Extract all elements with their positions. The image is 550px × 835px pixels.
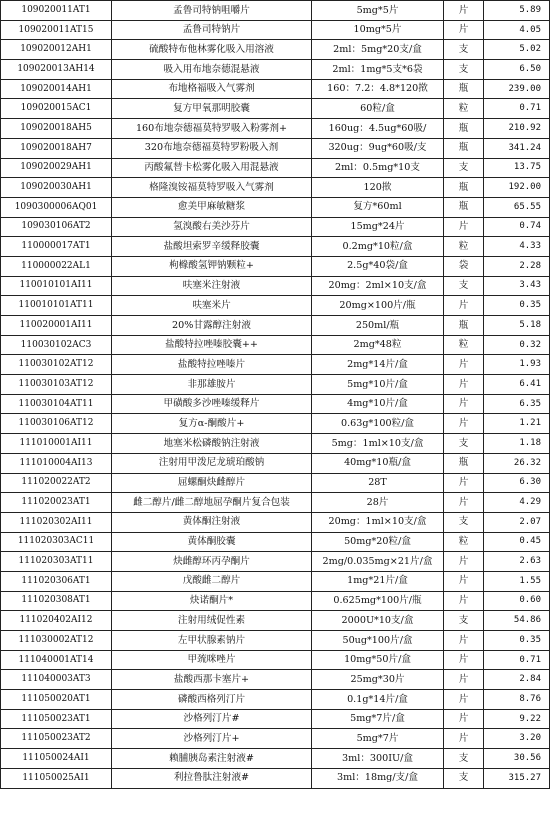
drug-name: 雌二醇片/雌二醇地屈孕酮片复合包装	[112, 493, 312, 513]
drug-spec: 2mg*48粒	[312, 335, 444, 355]
drug-unit: 片	[444, 690, 484, 710]
drug-name: 赖脯胰岛素注射液#	[112, 749, 312, 769]
drug-name: 呋塞米片	[112, 296, 312, 316]
table-row	[1, 178, 550, 198]
drug-name: 炔雌醇环丙孕酮片	[112, 552, 312, 572]
drug-spec: 1mg*21片/盒	[312, 571, 444, 591]
drug-name: 枸橼酸氢钾钠颗粒+	[112, 256, 312, 276]
drug-code: 111020303AC11	[1, 532, 112, 552]
drug-code: 111020306AT1	[1, 571, 112, 591]
drug-name: 甲磺酸多沙唑嗪缓释片	[112, 394, 312, 414]
drug-price: 6.41	[484, 375, 550, 395]
drug-code: 110020001AI11	[1, 316, 112, 336]
drug-price: 54.86	[484, 611, 550, 631]
drug-unit: 片	[444, 20, 484, 40]
drug-code: 111030002AT12	[1, 631, 112, 651]
drug-price: 13.75	[484, 158, 550, 178]
drug-unit: 片	[444, 670, 484, 690]
drug-spec: 2000U*10支/盒	[312, 611, 444, 631]
table-row	[1, 709, 550, 729]
drug-name: 复方甲氧那明胶囊	[112, 99, 312, 119]
drug-name: 甲巯咪唑片	[112, 650, 312, 670]
drug-code: 111040001AT14	[1, 650, 112, 670]
drug-price: 65.55	[484, 197, 550, 217]
drug-unit: 支	[444, 749, 484, 769]
drug-code: 109030106AT2	[1, 217, 112, 237]
drug-price: 2.84	[484, 670, 550, 690]
drug-code: 1090300006AQ01	[1, 197, 112, 217]
drug-code: 110000017AT1	[1, 237, 112, 257]
drug-price: 0.71	[484, 99, 550, 119]
drug-unit: 粒	[444, 532, 484, 552]
drug-name: 非那雄胺片	[112, 375, 312, 395]
drug-spec: 2ml：1mg*5支*6袋	[312, 60, 444, 80]
drug-spec: 320ug：9ug*60吸/支	[312, 138, 444, 158]
drug-price: 2.07	[484, 512, 550, 532]
table-row	[1, 276, 550, 296]
drug-code: 110030104AT11	[1, 394, 112, 414]
drug-unit: 支	[444, 611, 484, 631]
drug-code: 109020018AH7	[1, 138, 112, 158]
drug-unit: 片	[444, 552, 484, 572]
table-row	[1, 99, 550, 119]
drug-spec: 2ml：5mg*20支/盒	[312, 40, 444, 60]
drug-price: 9.22	[484, 709, 550, 729]
drug-unit: 支	[444, 276, 484, 296]
drug-price: 210.92	[484, 119, 550, 139]
table-row	[1, 650, 550, 670]
drug-name: 沙格列汀片+	[112, 729, 312, 749]
drug-name: 盐酸特拉唑嗪片	[112, 355, 312, 375]
table-row	[1, 749, 550, 769]
table-row	[1, 20, 550, 40]
drug-spec: 120揿	[312, 178, 444, 198]
drug-name: 沙格列汀片#	[112, 709, 312, 729]
table-row	[1, 768, 550, 788]
drug-price: 6.35	[484, 394, 550, 414]
drug-name: 复方α-酮酸片+	[112, 414, 312, 434]
drug-spec: 40mg*10瓶/盒	[312, 453, 444, 473]
drug-spec: 50ug*100片/盒	[312, 631, 444, 651]
drug-name: 左甲状腺素钠片	[112, 631, 312, 651]
drug-price: 5.02	[484, 40, 550, 60]
drug-spec: 160ug：4.5ug*60吸/	[312, 119, 444, 139]
drug-code: 111050020AT1	[1, 690, 112, 710]
drug-code: 109020013AH14	[1, 60, 112, 80]
drug-name: 地塞米松磷酸钠注射液	[112, 434, 312, 454]
drug-unit: 片	[444, 631, 484, 651]
table-row	[1, 197, 550, 217]
drug-unit: 支	[444, 768, 484, 788]
drug-spec: 10mg*5片	[312, 20, 444, 40]
drug-name: 氢溴酸右美沙芬片	[112, 217, 312, 237]
table-row	[1, 552, 550, 572]
table-row	[1, 729, 550, 749]
drug-name: 丙酸氟替卡松雾化吸入用混悬液	[112, 158, 312, 178]
drug-code: 111010004AI13	[1, 453, 112, 473]
drug-spec: 5mg*7片/盒	[312, 709, 444, 729]
drug-price: 2.63	[484, 552, 550, 572]
drug-spec: 2mg*14片/盒	[312, 355, 444, 375]
drug-spec: 0.63g*100粒/盒	[312, 414, 444, 434]
drug-code: 111020023AT1	[1, 493, 112, 513]
table-row	[1, 631, 550, 651]
drug-name: 孟鲁司特钠片	[112, 20, 312, 40]
drug-code: 111020402AI12	[1, 611, 112, 631]
drug-code: 111020303AT11	[1, 552, 112, 572]
drug-price: 6.30	[484, 473, 550, 493]
drug-code: 111050024AI1	[1, 749, 112, 769]
drug-price: 0.71	[484, 650, 550, 670]
drug-spec: 3ml：18mg/支/盒	[312, 768, 444, 788]
drug-name: 吸入用布地奈德混悬液	[112, 60, 312, 80]
drug-code: 109020014AH1	[1, 79, 112, 99]
table-row	[1, 453, 550, 473]
drug-unit: 片	[444, 571, 484, 591]
table-row	[1, 670, 550, 690]
drug-spec: 20mg：1ml×10支/盒	[312, 512, 444, 532]
drug-price: 0.35	[484, 296, 550, 316]
table-row	[1, 119, 550, 139]
table-row	[1, 493, 550, 513]
drug-unit: 片	[444, 729, 484, 749]
drug-spec: 50mg*20粒/盒	[312, 532, 444, 552]
drug-price: 2.28	[484, 256, 550, 276]
drug-code: 110030102AT12	[1, 355, 112, 375]
drug-code: 109020018AH5	[1, 119, 112, 139]
drug-name: 20%甘露醇注射液	[112, 316, 312, 336]
drug-code: 110030106AT12	[1, 414, 112, 434]
drug-price: 4.05	[484, 20, 550, 40]
drug-name: 黄体酮胶囊	[112, 532, 312, 552]
drug-code: 109020030AH1	[1, 178, 112, 198]
drug-unit: 瓶	[444, 79, 484, 99]
table-row	[1, 158, 550, 178]
drug-unit: 瓶	[444, 316, 484, 336]
drug-name: 呋塞米注射液	[112, 276, 312, 296]
drug-spec: 5mg*10片/盒	[312, 375, 444, 395]
drug-unit: 袋	[444, 256, 484, 276]
drug-price: 4.29	[484, 493, 550, 513]
drug-name: 注射用绒促性素	[112, 611, 312, 631]
drug-name: 320布地奈德福莫特罗粉吸入剂	[112, 138, 312, 158]
drug-spec: 250ml/瓶	[312, 316, 444, 336]
drug-code: 111050023AT2	[1, 729, 112, 749]
drug-name: 炔诺酮片*	[112, 591, 312, 611]
drug-price: 30.56	[484, 749, 550, 769]
drug-unit: 片	[444, 709, 484, 729]
table-row	[1, 335, 550, 355]
drug-spec: 0.2mg*10粒/盒	[312, 237, 444, 257]
drug-unit: 片	[444, 493, 484, 513]
table-row	[1, 414, 550, 434]
drug-spec: 25mg*30片	[312, 670, 444, 690]
drug-code: 111020022AT2	[1, 473, 112, 493]
drug-name: 黄体酮注射液	[112, 512, 312, 532]
drug-price: 0.60	[484, 591, 550, 611]
drug-unit: 瓶	[444, 453, 484, 473]
drug-name: 注射用甲泼尼龙琥珀酸钠	[112, 453, 312, 473]
table-row	[1, 690, 550, 710]
table-row	[1, 591, 550, 611]
table-row	[1, 394, 550, 414]
drug-unit: 粒	[444, 335, 484, 355]
drug-code: 110010101AI11	[1, 276, 112, 296]
drug-spec: 28片	[312, 493, 444, 513]
drug-unit: 支	[444, 158, 484, 178]
drug-price: 1.21	[484, 414, 550, 434]
drug-name: 布地格福吸入气雾剂	[112, 79, 312, 99]
table-row	[1, 256, 550, 276]
table-body	[1, 1, 550, 789]
drug-price: 1.18	[484, 434, 550, 454]
table-row	[1, 571, 550, 591]
drug-code: 110010101AT11	[1, 296, 112, 316]
drug-unit: 瓶	[444, 119, 484, 139]
drug-spec: 5mg*5片	[312, 1, 444, 21]
drug-unit: 瓶	[444, 197, 484, 217]
drug-spec: 15mg*24片	[312, 217, 444, 237]
drug-price: 315.27	[484, 768, 550, 788]
drug-spec: 2mg/0.035mg×21片/盒	[312, 552, 444, 572]
drug-price: 0.32	[484, 335, 550, 355]
drug-price: 5.89	[484, 1, 550, 21]
drug-spec: 0.1g*14片/盒	[312, 690, 444, 710]
table-row	[1, 237, 550, 257]
drug-name: 硫酸特布他林雾化吸入用溶液	[112, 40, 312, 60]
table-row	[1, 217, 550, 237]
drug-code: 110000022AL1	[1, 256, 112, 276]
drug-spec: 3ml：300IU/盒	[312, 749, 444, 769]
drug-name: 格隆溴铵福莫特罗吸入气雾剂	[112, 178, 312, 198]
table-row	[1, 473, 550, 493]
drug-code: 109020011AT15	[1, 20, 112, 40]
drug-code: 110030102AC3	[1, 335, 112, 355]
drug-unit: 片	[444, 217, 484, 237]
drug-code: 111050025AI1	[1, 768, 112, 788]
drug-code: 109020011AT1	[1, 1, 112, 21]
drug-unit: 片	[444, 394, 484, 414]
drug-price: 1.55	[484, 571, 550, 591]
drug-spec: 60粒/盒	[312, 99, 444, 119]
table-row	[1, 40, 550, 60]
drug-spec: 20mg：2ml×10支/盒	[312, 276, 444, 296]
drug-code: 109020012AH1	[1, 40, 112, 60]
drug-code: 109020029AH1	[1, 158, 112, 178]
drug-unit: 支	[444, 512, 484, 532]
drug-name: 160布地奈德福莫特罗吸入粉雾剂+	[112, 119, 312, 139]
drug-spec: 2.5g*40袋/盒	[312, 256, 444, 276]
drug-code: 109020015AC1	[1, 99, 112, 119]
drug-price: 1.93	[484, 355, 550, 375]
drug-unit: 片	[444, 375, 484, 395]
drug-unit: 片	[444, 355, 484, 375]
drug-price: 8.76	[484, 690, 550, 710]
drug-unit: 支	[444, 434, 484, 454]
drug-unit: 片	[444, 296, 484, 316]
table-row	[1, 355, 550, 375]
drug-price: 239.00	[484, 79, 550, 99]
drug-code: 111020302AI11	[1, 512, 112, 532]
drug-unit: 粒	[444, 99, 484, 119]
drug-unit: 片	[444, 591, 484, 611]
drug-name: 愈美甲麻敏糖浆	[112, 197, 312, 217]
drug-code: 111010001AI11	[1, 434, 112, 454]
drug-price: 3.20	[484, 729, 550, 749]
drug-unit: 粒	[444, 237, 484, 257]
drug-code: 110030103AT12	[1, 375, 112, 395]
drug-name: 磷酸西格列汀片	[112, 690, 312, 710]
drug-unit: 支	[444, 40, 484, 60]
drug-unit: 瓶	[444, 178, 484, 198]
drug-name: 盐酸西那卡塞片+	[112, 670, 312, 690]
drug-price: 0.45	[484, 532, 550, 552]
table-row	[1, 512, 550, 532]
drug-name: 利拉鲁肽注射液#	[112, 768, 312, 788]
drug-spec: 0.625mg*100片/瓶	[312, 591, 444, 611]
table-row	[1, 611, 550, 631]
drug-code: 111020308AT1	[1, 591, 112, 611]
drug-price: 26.32	[484, 453, 550, 473]
table-row	[1, 375, 550, 395]
drug-unit: 片	[444, 414, 484, 434]
drug-code: 111050023AT1	[1, 709, 112, 729]
table-row	[1, 79, 550, 99]
drug-unit: 支	[444, 60, 484, 80]
drug-name: 戊酸雌二醇片	[112, 571, 312, 591]
drug-price: 6.50	[484, 60, 550, 80]
drug-spec: 160：7.2：4.8*120揿	[312, 79, 444, 99]
drug-price: 192.00	[484, 178, 550, 198]
drug-code: 111040003AT3	[1, 670, 112, 690]
drug-spec: 5mg：1ml×10支/盒	[312, 434, 444, 454]
drug-price: 0.35	[484, 631, 550, 651]
drug-spec: 20mg×100片/瓶	[312, 296, 444, 316]
drug-price: 3.43	[484, 276, 550, 296]
drug-spec: 4mg*10片/盒	[312, 394, 444, 414]
table-row	[1, 532, 550, 552]
drug-unit: 瓶	[444, 138, 484, 158]
table-row	[1, 296, 550, 316]
drug-price: 4.33	[484, 237, 550, 257]
drug-spec: 28T	[312, 473, 444, 493]
table-row	[1, 434, 550, 454]
drug-spec: 复方*60ml	[312, 197, 444, 217]
drug-spec: 2ml：0.5mg*10支	[312, 158, 444, 178]
drug-name: 盐酸坦索罗辛缓释胶囊	[112, 237, 312, 257]
drug-unit: 片	[444, 1, 484, 21]
drug-unit: 片	[444, 650, 484, 670]
drug-spec: 5mg*7片	[312, 729, 444, 749]
table-row	[1, 316, 550, 336]
drug-price: 341.24	[484, 138, 550, 158]
table-row	[1, 138, 550, 158]
table-row	[1, 1, 550, 21]
drug-unit: 片	[444, 473, 484, 493]
drug-name: 孟鲁司特钠咀嚼片	[112, 1, 312, 21]
drug-name: 盐酸特拉唑嗪胶囊++	[112, 335, 312, 355]
drug-price: 5.18	[484, 316, 550, 336]
table-row	[1, 60, 550, 80]
drug-spec: 10mg*50片/盒	[312, 650, 444, 670]
drug-name: 屈螺酮炔雌醇片	[112, 473, 312, 493]
drug-price: 0.74	[484, 217, 550, 237]
